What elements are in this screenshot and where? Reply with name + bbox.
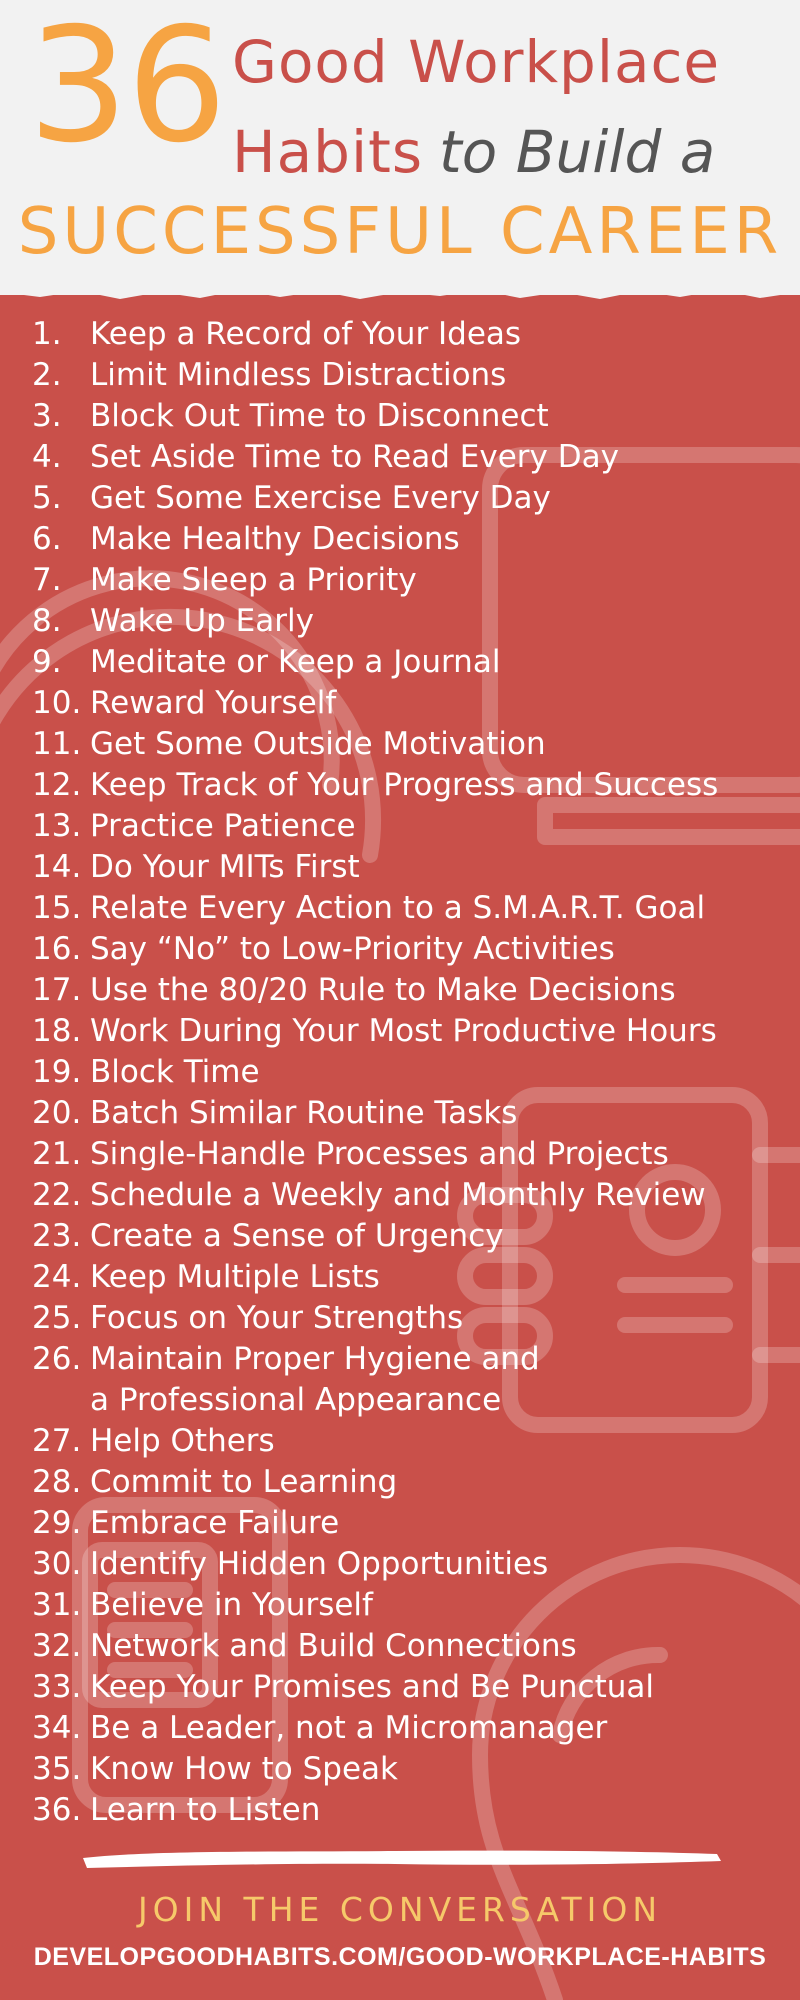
habit-text: Learn to Listen	[90, 1792, 321, 1828]
habit-item	[32, 314, 718, 355]
habit-item	[32, 1093, 718, 1134]
habit-number: 16.	[32, 931, 82, 967]
habit-item	[32, 806, 718, 847]
habit-text: Commit to Learning	[90, 1464, 398, 1500]
habit-item	[32, 1175, 718, 1216]
habit-item	[32, 929, 718, 970]
habit-text: Batch Similar Routine Tasks	[90, 1095, 518, 1131]
habit-number: 21.	[32, 1136, 82, 1172]
habit-text: Create a Sense of Urgency	[90, 1218, 504, 1254]
habit-text: Wake Up Early	[90, 603, 314, 639]
habit-text: Meditate or Keep a Journal	[90, 644, 501, 680]
habit-text: Know How to Speak	[90, 1751, 398, 1787]
habit-number: 35.	[32, 1751, 82, 1787]
habit-item	[32, 888, 718, 929]
habit-text: Believe in Yourself	[90, 1587, 373, 1623]
habit-text: Say “No” to Low-Priority Activities	[90, 931, 615, 967]
habit-text: Make Sleep a Priority	[90, 562, 417, 598]
title-to-build: to Build a	[439, 118, 716, 186]
habit-text: Limit Mindless Distractions	[90, 357, 507, 393]
habit-number: 34.	[32, 1710, 82, 1746]
habit-item	[32, 1134, 718, 1175]
habit-item	[32, 355, 718, 396]
habit-text: Practice Patience	[90, 808, 356, 844]
habit-number: 32.	[32, 1628, 82, 1664]
website-url[interactable]: DEVELOPGOODHABITS.COM/GOOD-WORKPLACE-HABITS	[33, 1943, 767, 1971]
habit-item	[32, 437, 718, 478]
habit-item	[32, 1667, 718, 1708]
habit-text: Maintain Proper Hygiene and a Professional Appearance	[90, 1341, 540, 1418]
habit-item	[32, 1421, 718, 1462]
habit-number: 25.	[32, 1300, 82, 1336]
habit-item	[32, 683, 718, 724]
habit-number: 7.	[32, 562, 62, 598]
title-line-2	[232, 120, 715, 184]
habit-item	[32, 970, 718, 1011]
habit-item	[32, 847, 718, 888]
habit-number: 24.	[32, 1259, 82, 1295]
habit-item	[32, 1708, 718, 1749]
habit-text: Keep Track of Your Progress and Success	[90, 767, 719, 803]
habit-item	[32, 1462, 718, 1503]
habit-number: 31.	[32, 1587, 82, 1623]
habit-item	[32, 478, 718, 519]
habit-text: Embrace Failure	[90, 1505, 340, 1541]
habit-number: 3.	[32, 398, 62, 434]
habit-number: 12.	[32, 767, 82, 803]
habit-item	[32, 1257, 718, 1298]
title-line-1: Good Workplace	[232, 28, 721, 96]
habit-text: Get Some Exercise Every Day	[90, 480, 551, 516]
habit-item	[32, 601, 718, 642]
habit-item	[32, 560, 718, 601]
habit-item	[32, 642, 718, 683]
habit-item	[32, 1749, 718, 1790]
habit-text: Get Some Outside Motivation	[90, 726, 546, 762]
habit-text: Reward Yourself	[90, 685, 337, 721]
subtitle: SUCCESSFUL CAREER	[17, 195, 783, 269]
habit-number: 15.	[32, 890, 82, 926]
habit-item	[32, 1339, 718, 1421]
habit-number: 5.	[32, 480, 62, 516]
habit-number: 33.	[32, 1669, 82, 1705]
habit-text: Make Healthy Decisions	[90, 521, 460, 557]
habit-number: 1.	[32, 316, 62, 352]
habit-text: Use the 80/20 Rule to Make Decisions	[90, 972, 676, 1008]
habit-number: 36.	[32, 1792, 82, 1828]
habit-text: Keep Multiple Lists	[90, 1259, 380, 1295]
title-word-habits: Habits	[232, 118, 424, 186]
habit-text: Block Time	[90, 1054, 260, 1090]
habit-item	[32, 519, 718, 560]
habit-text: Help Others	[90, 1423, 275, 1459]
habit-item	[32, 1790, 718, 1831]
habit-text: Be a Leader, not a Micromanager	[90, 1710, 608, 1746]
habit-number: 6.	[32, 521, 62, 557]
habit-text: Do Your MITs First	[90, 849, 360, 885]
habit-number: 28.	[32, 1464, 82, 1500]
habit-item	[32, 1011, 718, 1052]
habit-number: 20.	[32, 1095, 82, 1131]
habit-number: 14.	[32, 849, 82, 885]
habit-text: Identify Hidden Opportunities	[90, 1546, 549, 1582]
habit-item	[32, 1626, 718, 1667]
habit-text: Keep Your Promises and Be Punctual	[90, 1669, 654, 1705]
habit-text: Single-Handle Processes and Projects	[90, 1136, 669, 1172]
habit-number: 29.	[32, 1505, 82, 1541]
habit-number: 8.	[32, 603, 62, 639]
habit-number: 30.	[32, 1546, 82, 1582]
habit-number: 9.	[32, 644, 62, 680]
habits-list	[32, 314, 718, 1831]
habit-item	[32, 1544, 718, 1585]
habit-number: 17.	[32, 972, 82, 1008]
habit-item	[32, 396, 718, 437]
habit-number: 27.	[32, 1423, 82, 1459]
habit-text: Schedule a Weekly and Monthly Review	[90, 1177, 706, 1213]
habit-item	[32, 765, 718, 806]
header	[0, 0, 800, 295]
habit-item	[32, 1298, 718, 1339]
habit-text: Set Aside Time to Read Every Day	[90, 439, 619, 475]
habit-item	[32, 1503, 718, 1544]
habit-number: 23.	[32, 1218, 82, 1254]
headline-number: 36	[28, 0, 226, 178]
habit-number: 18.	[32, 1013, 82, 1049]
habit-text: Keep a Record of Your Ideas	[90, 316, 522, 352]
habit-text: Block Out Time to Disconnect	[90, 398, 549, 434]
habit-item	[32, 724, 718, 765]
habit-number: 2.	[32, 357, 62, 393]
habit-number: 10.	[32, 685, 82, 721]
habit-number: 13.	[32, 808, 82, 844]
habit-item	[32, 1216, 718, 1257]
habit-text: Network and Build Connections	[90, 1628, 577, 1664]
habit-text: Relate Every Action to a S.M.A.R.T. Goal	[90, 890, 706, 926]
habit-text: Focus on Your Strengths	[90, 1300, 464, 1336]
habit-number: 11.	[32, 726, 82, 762]
brush-stroke-divider	[75, 1842, 725, 1872]
habit-item	[32, 1052, 718, 1093]
join-the-conversation: JOIN THE CONVERSATION	[137, 1890, 663, 1929]
habit-number: 19.	[32, 1054, 82, 1090]
habit-number: 22.	[32, 1177, 82, 1213]
habit-number: 4.	[32, 439, 62, 475]
habit-item	[32, 1585, 718, 1626]
habit-text: Work During Your Most Productive Hours	[90, 1013, 717, 1049]
habit-number: 26.	[32, 1341, 82, 1377]
